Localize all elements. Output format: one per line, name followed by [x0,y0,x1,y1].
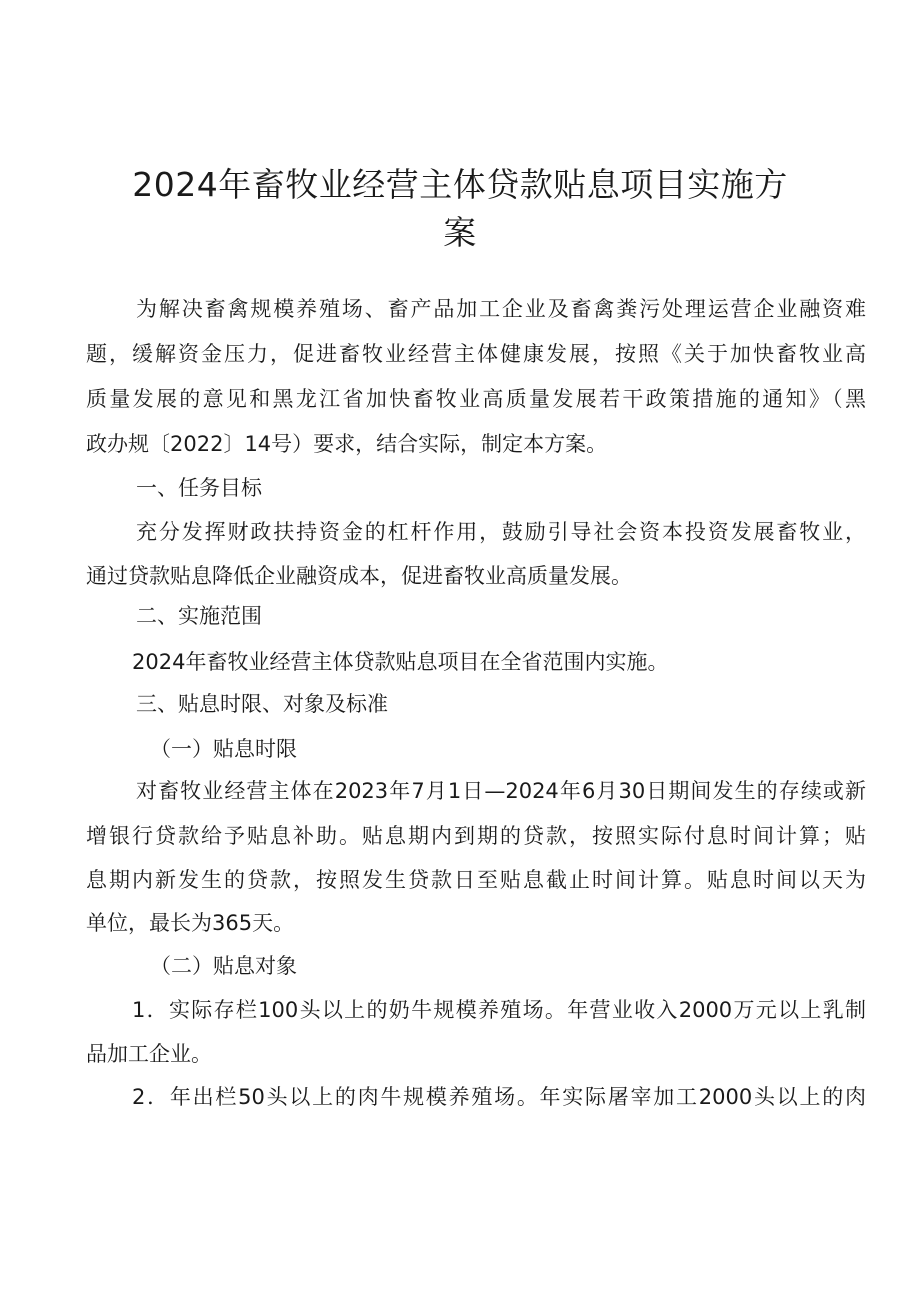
document-title-line-1: 2024年畜牧业经营主体贷款贴息项目实施方 [132,165,788,204]
subsection-heading-targets: （二）贴息对象 [150,954,297,978]
item2-line-1: 2．年出栏50头以上的肉牛规模养殖场。年实际屠宰加工2000头以上的肉 [132,1085,866,1109]
sub1-line-4: 单位，最长为365天。 [86,911,295,935]
section-heading-tasks: 一、任务目标 [136,476,262,500]
section2-line-1: 2024年畜牧业经营主体贷款贴息项目在全省范围内实施。 [132,650,669,674]
section1-line-2: 通过贷款贴息降低企业融资成本，促进畜牧业高质量发展。 [86,564,632,588]
section1-line-1: 充分发挥财政扶持资金的杠杆作用，鼓励引导社会资本投资发展畜牧业， [136,520,866,544]
item1-line-1: 1．实际存栏100头以上的奶牛规模养殖场。年营业收入2000万元以上乳制 [132,998,866,1022]
subsection-heading-period: （一）贴息时限 [150,737,297,761]
item1-line-2: 品加工企业。 [86,1042,212,1066]
sub1-line-3: 息期内新发生的贷款，按照发生贷款日至贴息截止时间计算。贴息时间以天为 [86,868,866,892]
intro-line-2: 题，缓解资金压力，促进畜牧业经营主体健康发展，按照《关于加快畜牧业高 [86,342,866,366]
intro-line-3: 质量发展的意见和黑龙江省加快畜牧业高质量发展若干政策措施的通知》（黑 [86,387,866,411]
section-heading-scope: 二、实施范围 [136,604,262,628]
section-heading-subsidy: 三、贴息时限、对象及标准 [136,692,388,716]
intro-line-4: 政办规〔2022〕14号）要求，结合实际，制定本方案。 [86,432,608,456]
sub1-line-1: 对畜牧业经营主体在2023年7月1日—2024年6月30日期间发生的存续或新 [136,779,866,803]
document-title-line-2: 案 [443,213,477,252]
sub1-line-2: 增银行贷款给予贴息补助。贴息期内到期的贷款，按照实际付息时间计算；贴 [86,824,866,848]
intro-line-1: 为解决畜禽规模养殖场、畜产品加工企业及畜禽粪污处理运营企业融资难 [136,297,866,321]
